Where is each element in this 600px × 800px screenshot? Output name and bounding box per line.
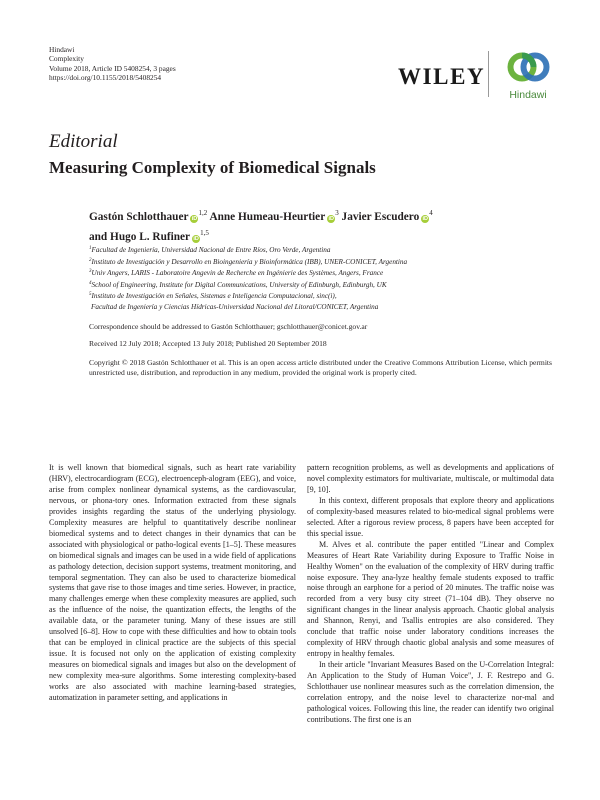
affiliation-text: Instituto de Investigación y Desarrollo en Bioingeniería y Bioinformática (IBB), UNER-CONICET, Argentina <box>91 257 408 266</box>
affiliation-text: Facultad de Ingeniería, Universidad Nacional de Entre Ríos, Oro Verde, Argentina <box>91 246 331 254</box>
body-paragraph: In their article "Invariant Measures Based on the U-Correlation Integral: An Application to the Study of Human Voice", J. F. Restrepo and G. Schlotthauer use nonlinear measures such as the correlation dimension, the correlation entropy, and the noise level to characterize nor-mal and pathological voices. Following this line, the reader can identify two original contributions. The first one is an <box>307 660 554 724</box>
author-affiliation-marker: 4 <box>429 209 433 217</box>
hindawi-wordmark: Hindawi <box>509 89 547 101</box>
orcid-icon[interactable]: iD <box>328 216 334 222</box>
affiliation-number: 5 <box>89 292 92 297</box>
author-name[interactable]: Anne Humeau-Heurtier <box>209 211 326 223</box>
affiliation-item <box>89 244 407 256</box>
orcid-icon[interactable]: iD <box>191 216 198 222</box>
wiley-logo: WILEY <box>398 64 486 89</box>
affiliation-list <box>89 244 407 312</box>
affiliation-text: Instituto de Investigación en Señales, Sistemas e Inteligencia Computacional, sinc(i), <box>91 292 337 300</box>
copyright-notice: Copyright © 2018 Gastón Schlotthauer et al. This is an open access article distributed under the Creative Commons Attribution License, which permits unrestricted use, distribution, and reproduction in any medium, provided the original work is properly cited. <box>89 358 552 378</box>
journal-info <box>49 45 176 82</box>
affiliation-number: 2 <box>89 257 92 263</box>
author-list <box>89 206 433 245</box>
affiliation-item <box>89 279 407 291</box>
affiliation-text: Univ Angers, LARIS - Laboratoire Angevin de Recherche en Ingénierie des Systèmes, Angers, France <box>91 269 384 277</box>
orcid-icon[interactable]: iD <box>193 235 199 242</box>
affiliation-text: Facultad de Ingeniería y Ciencias Hídricas-Universidad Nacional del Litoral/CONICET, Argentina <box>91 302 379 311</box>
hindawi-logo <box>498 48 558 104</box>
body-paragraph: In this context, different proposals that explore theory and applications of complexity-based measures related to bio-medical signal problems were selected. After a rigorous review process, 8 papers have been accepted for this special issue. <box>307 495 554 538</box>
author-name[interactable]: Javier Escudero <box>341 211 420 223</box>
affiliation-item <box>89 267 407 279</box>
volume-line: Volume 2018, Article ID 5408254, 3 pages <box>49 63 176 73</box>
author-affiliation-marker: 1,2 <box>198 209 208 217</box>
orcid-icon[interactable]: iD <box>422 216 429 222</box>
affiliation-number: 3 <box>89 269 92 274</box>
author-connector: and <box>89 230 108 243</box>
affiliation-number: 1 <box>89 246 92 251</box>
affiliation-item <box>89 256 407 268</box>
body-paragraph: M. Alves et al. contribute the paper entitled "Linear and Complex Measures of Heart Rate Variability during Exposure to Traffic Noise in Healthy Women" on the evaluation of the complexity of HRV during traffic noise exposure. They ana-lyze healthy female students exposed to traffic noise through an earphone for a period of 20 minutes. The traffic noise was recorded from a very busy city street (71–104 dB). They observe no significant changes in the linear analysis approach. Chaotic global analysis and Shannon, Renyi, and Tsallis entropies are also considered. They conclude that traffic noise under laboratory conditions increases the complexity of HRV through chaotic global analysis and some measures of entropy in healthy females. <box>307 539 554 659</box>
author-name[interactable]: Gastón Schlotthauer <box>89 211 189 223</box>
doi-link[interactable]: https://doi.org/10.1155/2018/5408254 <box>49 72 162 82</box>
correspondence-line: Correspondence should be addressed to Gastón Schlotthauer; gschlotthauer@conicet.gov.ar <box>89 322 368 331</box>
publisher-name: Hindawi <box>49 45 75 54</box>
affiliation-number: 4 <box>89 280 92 286</box>
paper-title: Measuring Complexity of Biomedical Signals <box>49 158 376 177</box>
logo-divider <box>488 51 489 97</box>
section-label: Editorial <box>49 131 118 152</box>
body-column-left <box>49 463 296 704</box>
affiliation-text: School of Engineering, Institute for Digital Communications, University of Edinburgh, Edinburgh, UK <box>91 280 387 289</box>
publication-dates: Received 12 July 2018; Accepted 13 July 2018; Published 20 September 2018 <box>89 339 327 348</box>
body-column-right <box>307 463 554 726</box>
author-affiliation-marker: 3 <box>335 209 339 217</box>
affiliation-item <box>89 290 407 302</box>
author-name[interactable]: Hugo L. Rufiner <box>110 230 191 243</box>
author-affiliation-marker: 1,5 <box>200 228 209 237</box>
journal-name: Complexity <box>49 54 84 64</box>
hindawi-rings-icon <box>504 48 552 88</box>
body-paragraph: It is well known that biomedical signals, such as heart rate variability (HRV), electrocardiogram (ECG), electroenceph-alogram (EEG), and voice, arise from complex nonlinear dynamical systems, as the cardiovascular, nervous, or phona-tory ones. Information extracted from these signals provides insights regarding the status of the underlying physiology. Complexity measures are helpful to quantitatively describe nonlinear biomedical systems and to detect changes in their dynamics that can be associated with physiological or patho-logical events [1–5]. These measures on biomedical signals and images can be used in a wide field of applications as pathology detection, decision support systems, treatment monitoring, and temporal segmentation. They can also be used to characterize biomedical systems that gave rise to those images and time series. However, in practice, many challenges emerge when these complexity measures are applied, such as the influence of the noise, the quantization effects, the lengths of the available data, or the parameter tuning. Many of these issues are still unsolved [6–8]. How to cope with these difficulties and how to obtain tools that can be employed in clinical practice are the subjects of this special issue. It is focused not only on the application of existing complexity measures on biomedical signals and images but also on the development of new complexity mea-sure algorithms. Some interesting complexity-based works are also associated with machine learning-based strategies, automatization in parameter setting, and applications in <box>49 463 296 703</box>
affiliation-item <box>89 302 407 313</box>
body-paragraph: pattern recognition problems, as well as developments and applications of novel complexity estimators for multivariate, multiscale, or multimodal data [9, 10]. <box>307 463 554 494</box>
